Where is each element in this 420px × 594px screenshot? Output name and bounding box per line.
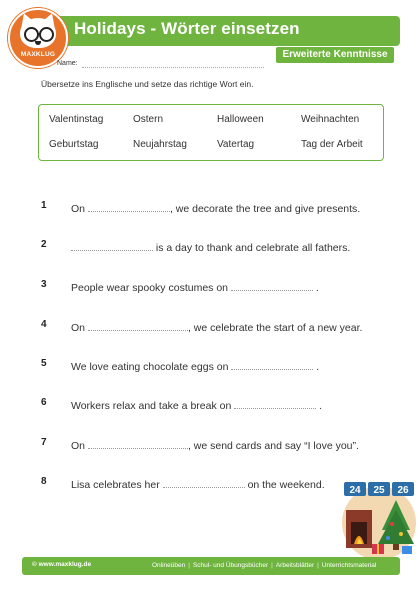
name-label: Name: <box>57 60 78 67</box>
exercise-sentence <box>71 358 319 373</box>
sentence-start: People wear spooky costumes on <box>71 282 229 294</box>
exercise-number: 4 <box>41 319 47 330</box>
instruction-text: Übersetze ins Englische und setze das richtige Wort ein. <box>41 79 254 89</box>
sentence-start: We love eating chocolate eggs on <box>71 361 229 373</box>
footer-links <box>152 562 376 569</box>
sentence-end: , we decorate the tree and give presents. <box>169 203 361 215</box>
sentence-end: , we celebrate the start of a new year. <box>187 322 363 334</box>
exercise-sentence <box>71 200 360 215</box>
logo-text: MAXKLUG <box>20 51 56 58</box>
word-bank <box>38 104 384 161</box>
sentence-start: Lisa celebrates her <box>71 479 160 491</box>
sentence-start: On <box>71 322 86 334</box>
footer-link[interactable]: Arbeitsblätter <box>275 562 315 569</box>
sentence-start: On <box>71 440 86 452</box>
exercise-sentence <box>71 476 325 491</box>
calendar-day: 25 <box>373 485 385 496</box>
glasses-right-icon <box>39 27 54 42</box>
exercise-row <box>0 239 420 255</box>
footer-bar <box>22 557 400 575</box>
answer-blank[interactable] <box>88 200 170 212</box>
present-ribbon <box>377 544 379 554</box>
sentence-end: . <box>315 282 319 294</box>
sentence-start: Workers relax and take a break on <box>71 400 232 412</box>
sentence-end: is a day to thank and celebrate all fathers. <box>155 242 351 254</box>
exercise-sentence <box>71 239 350 254</box>
ornament-icon <box>390 522 394 526</box>
word-bank-item: Halloween <box>217 114 264 125</box>
christmas-illustration <box>340 478 418 560</box>
footer-separator: | <box>188 562 190 569</box>
word-bank-item: Valentinstag <box>49 114 104 125</box>
footer-link[interactable]: Onlineüben <box>152 562 186 569</box>
word-bank-item: Vatertag <box>217 139 255 150</box>
exercise-number: 8 <box>41 476 47 487</box>
exercise-row <box>0 200 420 216</box>
answer-blank[interactable] <box>88 437 188 449</box>
answer-blank[interactable] <box>88 319 188 331</box>
level-badge: Erweiterte Kenntnisse <box>276 47 394 63</box>
word-bank-item: Ostern <box>133 114 164 125</box>
sentence-end: , we send cards and say “I love you”. <box>187 440 359 452</box>
glasses-bridge-icon <box>37 33 41 35</box>
footer-copyright[interactable]: © www.maxklug.de <box>32 561 92 568</box>
name-field[interactable] <box>82 67 264 68</box>
answer-blank[interactable] <box>231 358 313 370</box>
word-bank-item: Neujahrstag <box>133 139 187 150</box>
sentence-end: . <box>316 361 320 373</box>
exercise-sentence <box>71 319 362 334</box>
present-icon <box>402 546 412 554</box>
maxklug-logo <box>8 8 68 68</box>
answer-blank[interactable] <box>71 239 153 251</box>
exercise-number: 3 <box>41 279 47 290</box>
exercise-number: 6 <box>41 397 47 408</box>
ornament-icon <box>386 536 390 540</box>
footer-link[interactable]: Unterrichtsmaterial <box>321 562 377 569</box>
calendar-day: 26 <box>397 485 409 496</box>
exercise-row <box>0 358 420 374</box>
word-bank-item: Tag der Arbeit <box>301 139 363 150</box>
exercise-sentence <box>71 437 359 452</box>
exercise-row <box>0 319 420 335</box>
worksheet-title: Holidays - Wörter einsetzen <box>74 19 300 38</box>
exercise-number: 2 <box>41 239 47 250</box>
answer-blank[interactable] <box>234 397 316 409</box>
tree-trunk <box>393 544 399 550</box>
sentence-start: On <box>71 203 86 215</box>
exercise-row <box>0 397 420 413</box>
footer-separator: | <box>317 562 319 569</box>
sentence-end: . <box>319 400 323 412</box>
word-bank-item: Geburtstag <box>49 139 99 150</box>
word-bank-item: Weihnachten <box>301 114 360 125</box>
sentence-end: on the weekend. <box>247 479 325 491</box>
exercise-number: 1 <box>41 200 47 211</box>
exercise-sentence <box>71 279 319 294</box>
exercise-number: 5 <box>41 358 47 369</box>
answer-blank[interactable] <box>231 279 313 291</box>
exercise-number: 7 <box>41 437 47 448</box>
answer-blank[interactable] <box>163 476 245 488</box>
exercise-sentence <box>71 397 322 412</box>
exercise-row <box>0 279 420 295</box>
footer-separator: | <box>271 562 273 569</box>
footer-link[interactable]: Schul- und Übungsbücher <box>192 562 269 569</box>
exercise-row <box>0 437 420 453</box>
calendar-day: 24 <box>349 485 361 496</box>
ornament-icon <box>399 532 403 536</box>
